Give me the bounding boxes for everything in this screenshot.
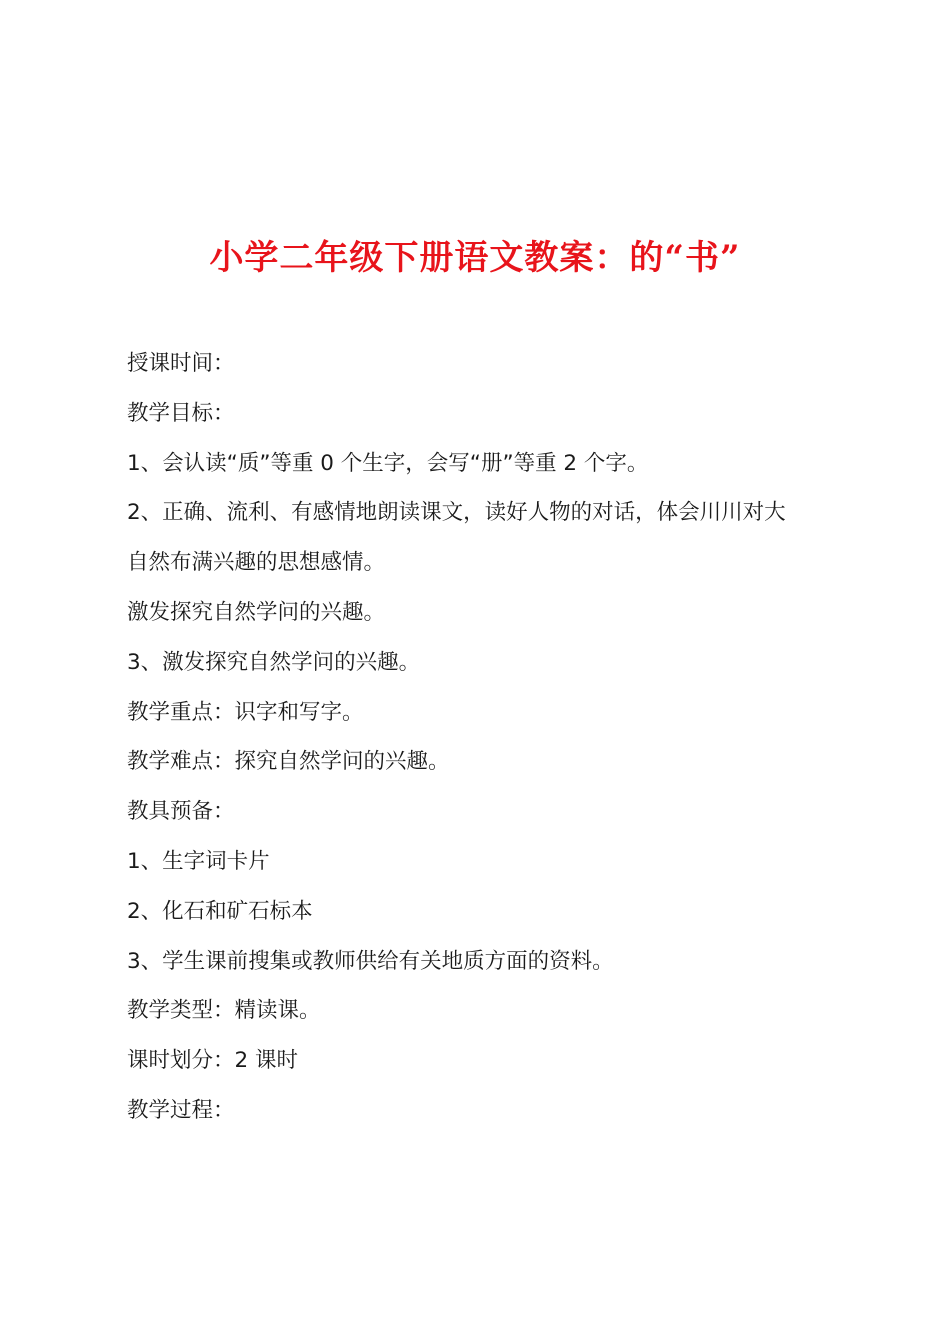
line-difficult-points: 教学难点：探究自然学问的兴趣。	[127, 749, 450, 775]
line-goal-2-continued: 自然布满兴趣的思想感情。	[127, 550, 386, 576]
line-key-points: 教学重点：识字和写字。	[127, 699, 364, 725]
line-teaching-process-heading: 教学过程：	[127, 1097, 235, 1123]
line-goal-1: 1、会认读“质”等重 0 个生字，会写“册”等重 2 个字。	[127, 450, 649, 476]
document-title: 小学二年级下册语文教案：的“书”	[209, 237, 741, 278]
line-lesson-type: 教学类型：精读课。	[127, 998, 321, 1024]
line-goal-2: 2、正确、流利、有感情地朗读课文，读好人物的对话，体会川川对大	[127, 500, 786, 526]
line-aid-1: 1、生字词卡片	[127, 848, 270, 874]
line-teaching-time: 授课时间：	[127, 351, 235, 376]
document-body	[127, 339, 837, 1136]
line-goal-3: 3、激发探究自然学问的兴趣。	[127, 649, 421, 675]
line-class-hours: 课时划分：2 课时	[127, 1048, 299, 1074]
line-inspire-interest: 激发探究自然学问的兴趣。	[127, 599, 386, 625]
line-aid-2: 2、化石和矿石标本	[127, 898, 313, 924]
line-teaching-aids-heading: 教具预备：	[127, 799, 235, 825]
line-teaching-goals-heading: 教学目标：	[127, 400, 235, 426]
line-aid-3: 3、学生课前搜集或教师供给有关地质方面的资料。	[127, 948, 614, 974]
